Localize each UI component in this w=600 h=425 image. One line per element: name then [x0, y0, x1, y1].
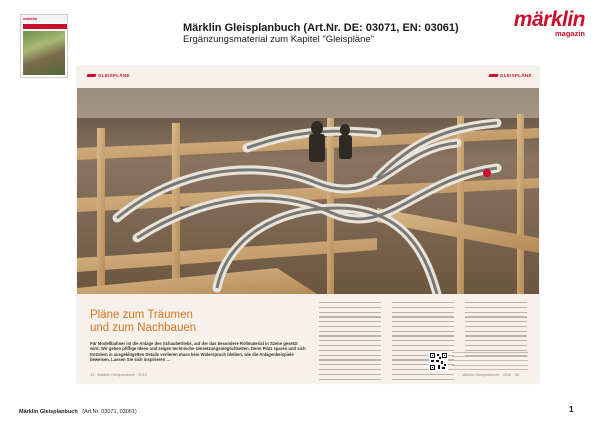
- folio-right: Märklin Gleisplanbuch · 2018 · 35: [462, 373, 519, 377]
- section-label-left: GLEISPLÄNE: [87, 73, 130, 78]
- document-subtitle: Ergänzungsmaterial zum Kapitel "Gleispläne": [183, 34, 375, 45]
- document-title: Märklin Gleisplanbuch (Art.Nr. DE: 03071, EN: 03061): [183, 22, 459, 34]
- book-cover-thumbnail: [20, 14, 68, 78]
- body-text-column-1: [319, 302, 381, 383]
- section-label-right: GLEISPLÄNE: [489, 73, 532, 78]
- headline-line-1: Pläne zum Träumen: [90, 309, 193, 321]
- spread-intro-text: Für Modellbahner ist die Anlage des Schaubetriebs, auf der das besondere Rollmaterial in Szene gesetzt wird. Wir geben pfiffige Ideen und zeigen technische Umsetzungsmöglichkeiten. Denn Platz sparen und sich trotzdem in ausgeklügelten Details verlieren muss kein Widerspruch bleiben, wie die Anlagenbeispiele beweisen. Lassen Sie sich inspirieren ...: [90, 341, 306, 362]
- page-number: 1: [569, 405, 574, 414]
- spread-top-margin: [77, 66, 539, 88]
- body-text-column-3: [465, 302, 527, 359]
- cover-image: [23, 31, 65, 75]
- spread-headline: [90, 309, 196, 335]
- maerklin-magazin-logo: [503, 9, 585, 38]
- folio-left: 34 · Märklin Gleisplanbuch · 2018: [90, 373, 147, 377]
- brand-tagline: magazin: [554, 29, 585, 38]
- cover-logo: märklin: [23, 16, 38, 21]
- qr-code-note: [452, 352, 528, 373]
- footer-article-numbers: (Art.Nr. 03071, 03061): [82, 409, 137, 415]
- cover-title-band: [23, 24, 67, 29]
- footer-document-reference: [19, 409, 137, 415]
- qr-code: [429, 352, 448, 371]
- footer-title: Märklin Gleisplanbuch: [19, 409, 78, 415]
- magazine-spread: [77, 66, 539, 383]
- layout-construction-photo: [77, 88, 539, 294]
- brand-logo-text: märklin: [513, 8, 585, 31]
- headline-line-2: und zum Nachbauen: [90, 322, 197, 334]
